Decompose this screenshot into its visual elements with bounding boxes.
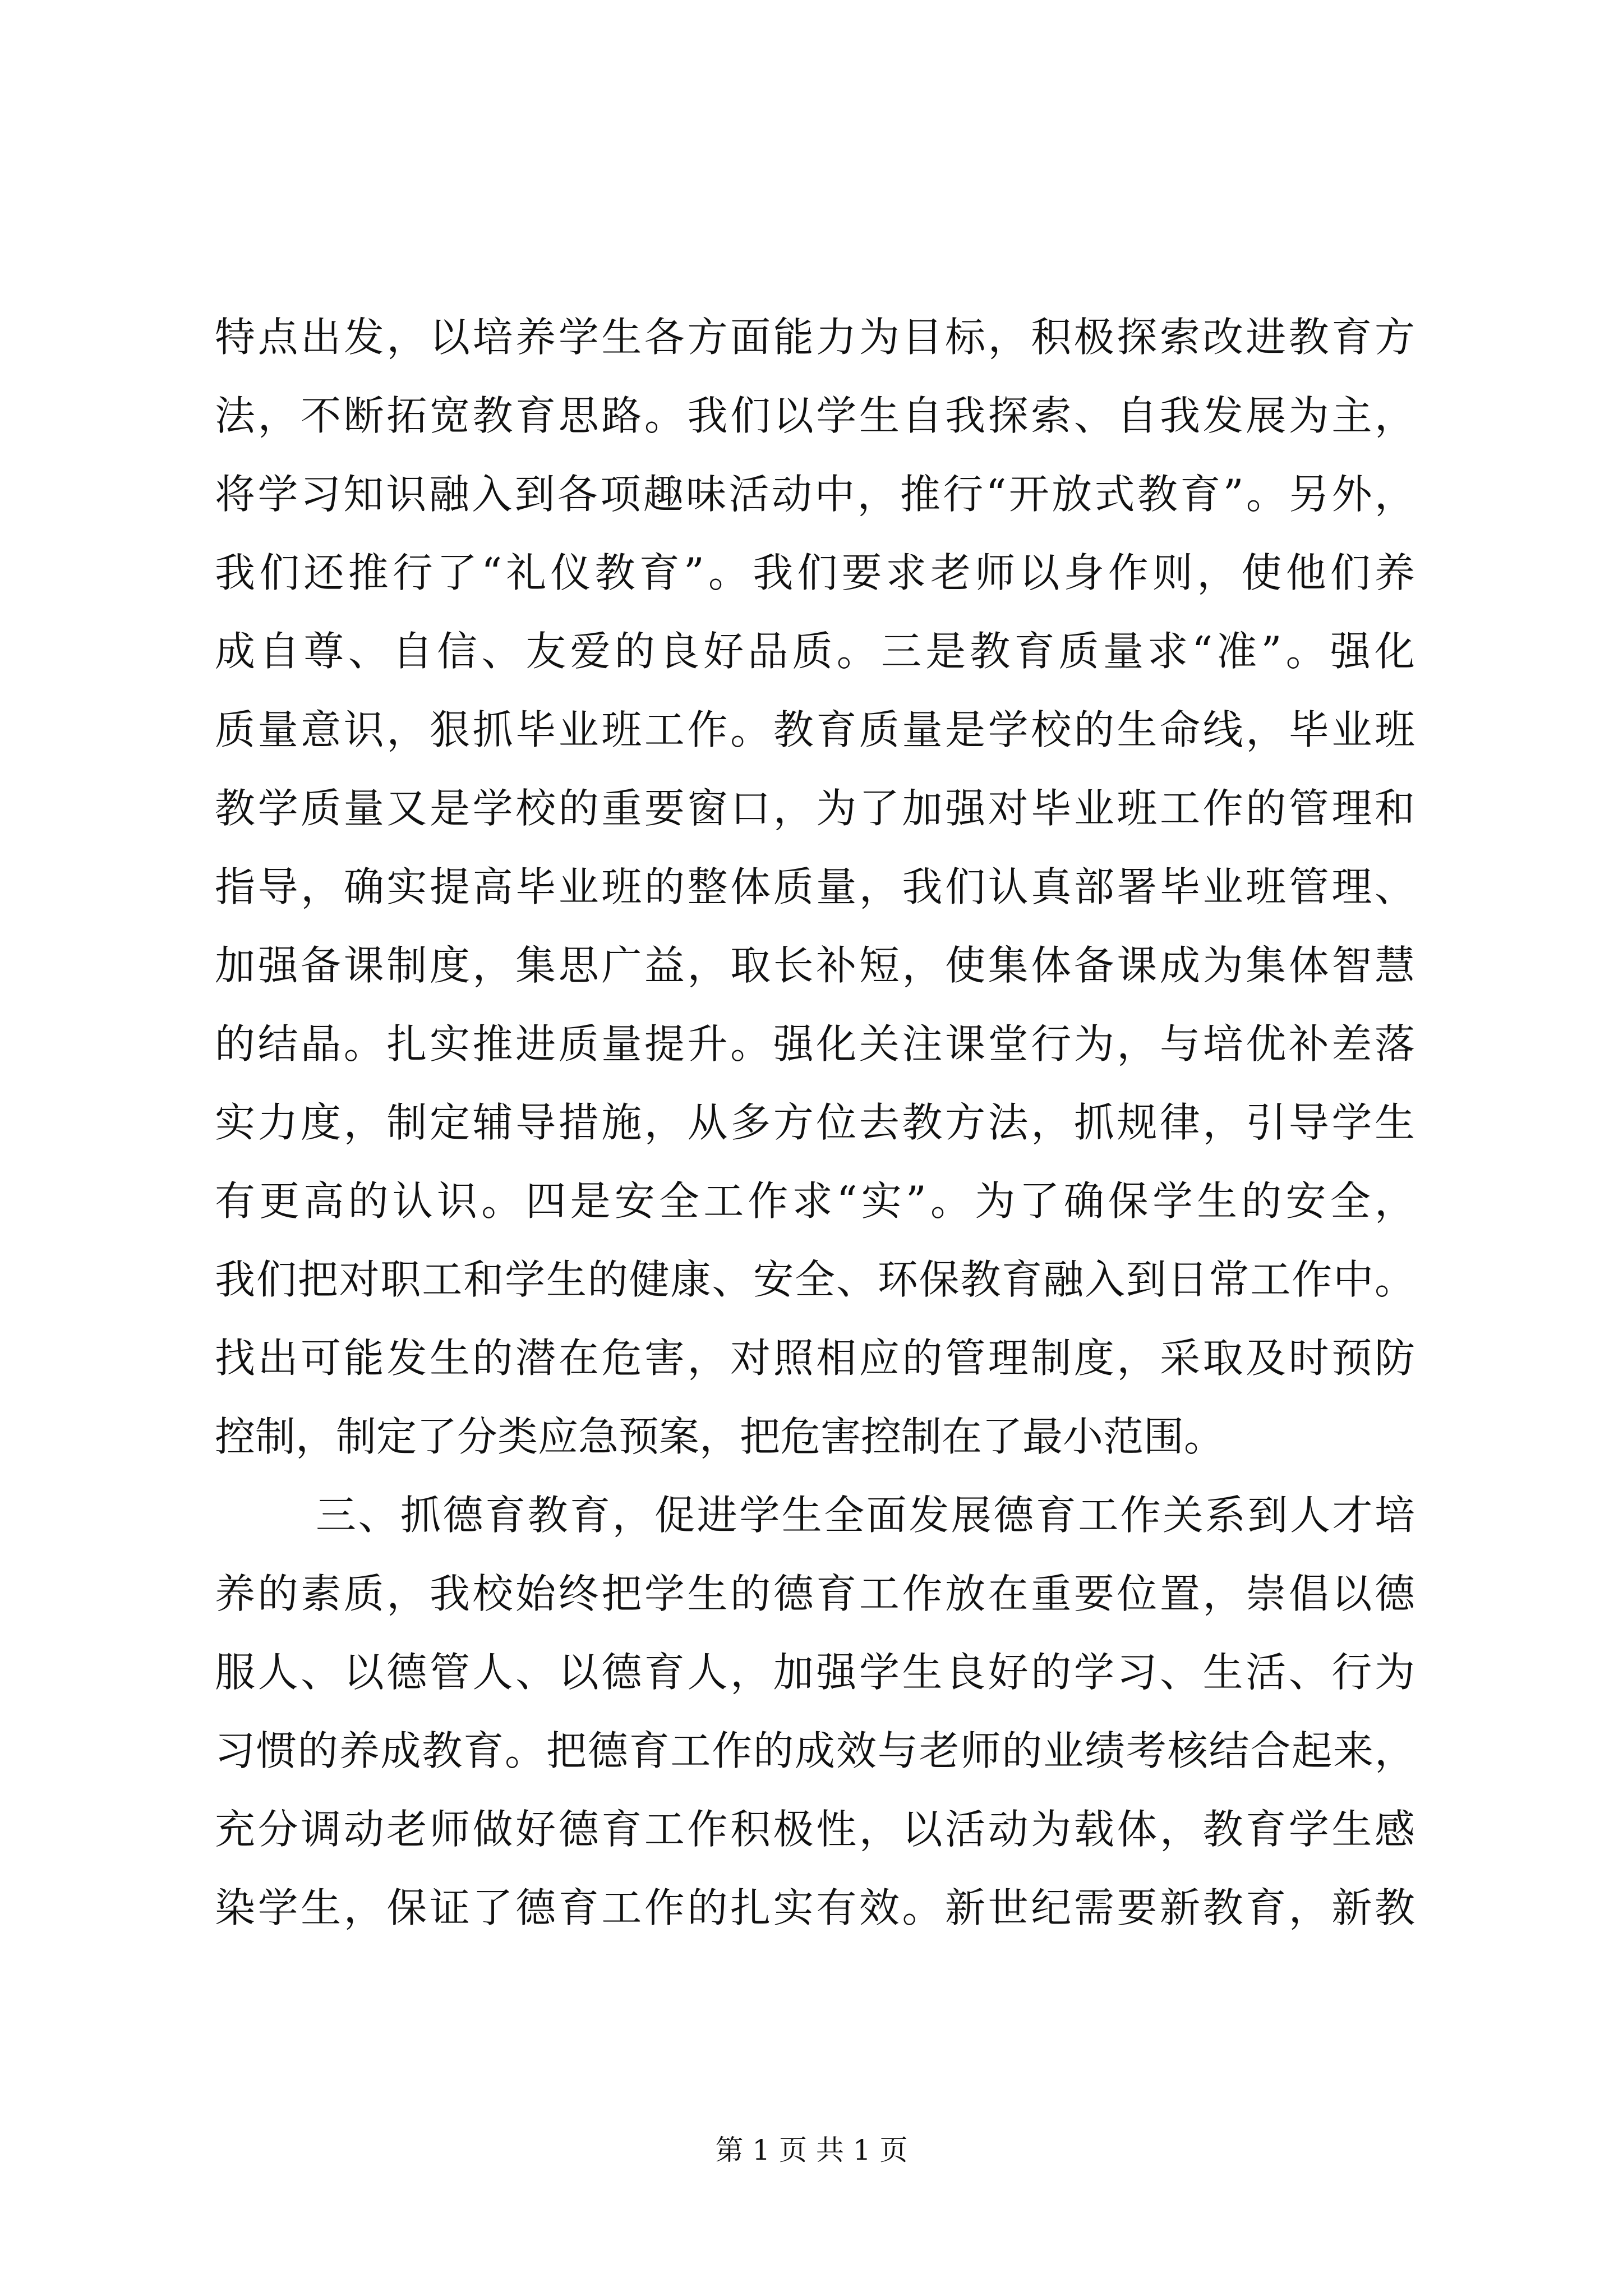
text-line: 指导，确实提高毕业班的整体质量，我们认真部署毕业班管理、 [215, 863, 1415, 910]
text-line: 实力度，制定辅导措施，从多方位去教方法，抓规律，引导学生 [215, 1099, 1415, 1146]
text-line: 加强备课制度，集思广益，取长补短，使集体备课成为集体智慧 [215, 942, 1415, 989]
text-line: 服人、以德管人、以德育人，加强学生良好的学习、生活、行为 [215, 1649, 1415, 1696]
text-line: 特点出发，以培养学生各方面能力为目标，积极探索改进教育方 [215, 314, 1415, 361]
page-number-label: 第 1 页 共 1 页 [715, 2134, 908, 2166]
text-line: 我们把对职工和学生的健康、安全、环保教育融入到日常工作中。 [215, 1256, 1415, 1303]
text-line: 法，不断拓宽教育思路。我们以学生自我探索、自我发展为主， [215, 392, 1415, 439]
document-body [215, 298, 1415, 1947]
text-line: 有更高的认识。四是安全工作求“实”。为了确保学生的安全， [215, 1177, 1415, 1225]
text-line: 将学习知识融入到各项趣味活动中，推行“开放式教育”。另外， [215, 471, 1415, 518]
text-line: 找出可能发生的潜在危害，对照相应的管理制度，采取及时预防 [215, 1335, 1415, 1382]
paragraph-end-line: 控制，制定了分类应急预案，把危害控制在了最小范围。 [215, 1413, 1225, 1460]
page-footer [0, 2131, 1623, 2170]
text-line: 质量意识，狠抓毕业班工作。教育质量是学校的生命线，毕业班 [215, 706, 1415, 753]
text-line: 的结晶。扎实推进质量提升。强化关注课堂行为，与培优补差落 [215, 1020, 1415, 1068]
section-heading-line: 三、抓德育教育，促进学生全面发展德育工作关系到人才培 [316, 1492, 1415, 1539]
text-line: 成自尊、自信、友爱的良好品质。三是教育质量求“准”。强化 [215, 628, 1415, 675]
text-line: 染学生，保证了德育工作的扎实有效。新世纪需要新教育，新教 [215, 1884, 1415, 1931]
text-line: 我们还推行了“礼仪教育”。我们要求老师以身作则，使他们养 [215, 549, 1415, 596]
text-line: 教学质量又是学校的重要窗口，为了加强对毕业班工作的管理和 [215, 785, 1415, 832]
text-line: 习惯的养成教育。把德育工作的成效与老师的业绩考核结合起来， [215, 1727, 1415, 1774]
text-line: 养的素质，我校始终把学生的德育工作放在重要位置，崇倡以德 [215, 1570, 1415, 1617]
text-line: 充分调动老师做好德育工作积极性，以活动为载体，教育学生感 [215, 1806, 1415, 1853]
